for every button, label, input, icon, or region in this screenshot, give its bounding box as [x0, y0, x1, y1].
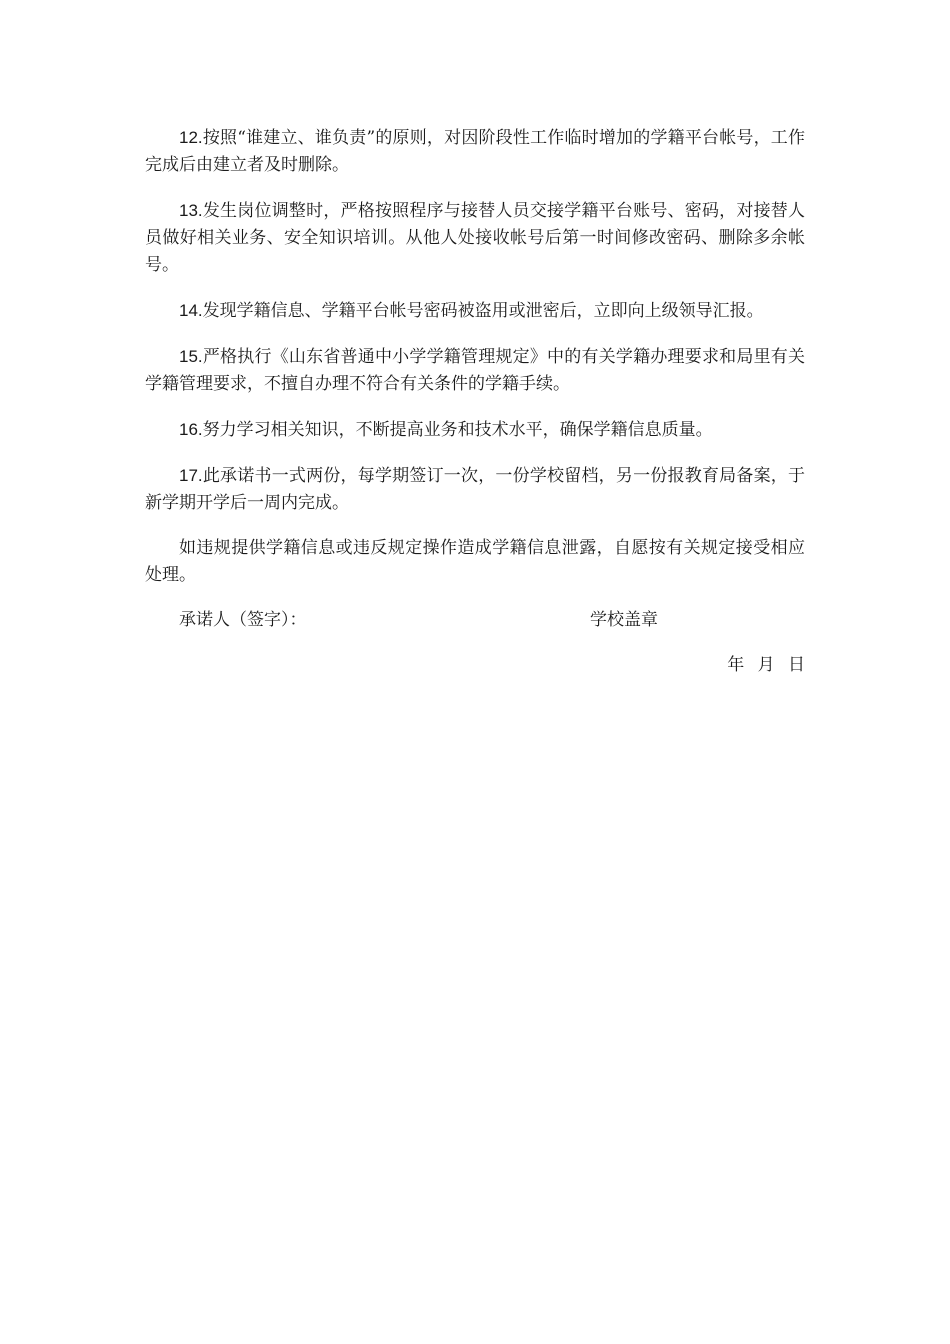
clause-number: 12.	[179, 128, 203, 147]
clause-16	[145, 416, 805, 444]
clause-14	[145, 297, 805, 325]
clause-17	[145, 462, 805, 517]
clause-15	[145, 343, 805, 398]
clause-number: 15.	[179, 347, 203, 366]
school-seal-label: 学校盖章	[590, 610, 658, 630]
closing-statement: 如违规提供学籍信息或违反规定操作造成学籍信息泄露，自愿按有关规定接受相应处理。	[145, 538, 805, 585]
clause-text: 此承诺书一式两份，每学期签订一次，一份学校留档，另一份报教育局备案，于新学期开学后一周内完成。	[145, 466, 805, 513]
clause-text: 发生岗位调整时，严格按照程序与接替人员交接学籍平台账号、密码，对接替人员做好相关业务、安全知识培训。从他人处接收帐号后第一时间修改密码、删除多余帐号。	[145, 201, 805, 275]
clause-number: 17.	[179, 466, 203, 485]
clause-number: 14.	[179, 301, 203, 320]
signer-label: 承诺人（签字）：	[179, 610, 307, 630]
clause-text: 按照“谁建立、谁负责”的原则，对因阶段性工作临时增加的学籍平台帐号，工作完成后由建立者及时删除。	[145, 128, 805, 175]
date-line: 年 月 日	[727, 655, 805, 675]
date-row	[145, 652, 805, 679]
clause-number: 16.	[179, 420, 203, 439]
clause-12	[145, 124, 805, 179]
clause-number: 13.	[179, 201, 203, 220]
document-body	[145, 124, 805, 679]
clause-13	[145, 197, 805, 279]
clause-text: 严格执行《山东省普通中小学学籍管理规定》中的有关学籍办理要求和局里有关学籍管理要求，不擅自办理不符合有关条件的学籍手续。	[145, 347, 805, 394]
signature-row	[145, 607, 805, 634]
clause-text: 发现学籍信息、学籍平台帐号密码被盗用或泄密后，立即向上级领导汇报。	[202, 301, 764, 321]
clause-text: 努力学习相关知识，不断提高业务和技术水平，确保学籍信息质量。	[202, 420, 713, 440]
